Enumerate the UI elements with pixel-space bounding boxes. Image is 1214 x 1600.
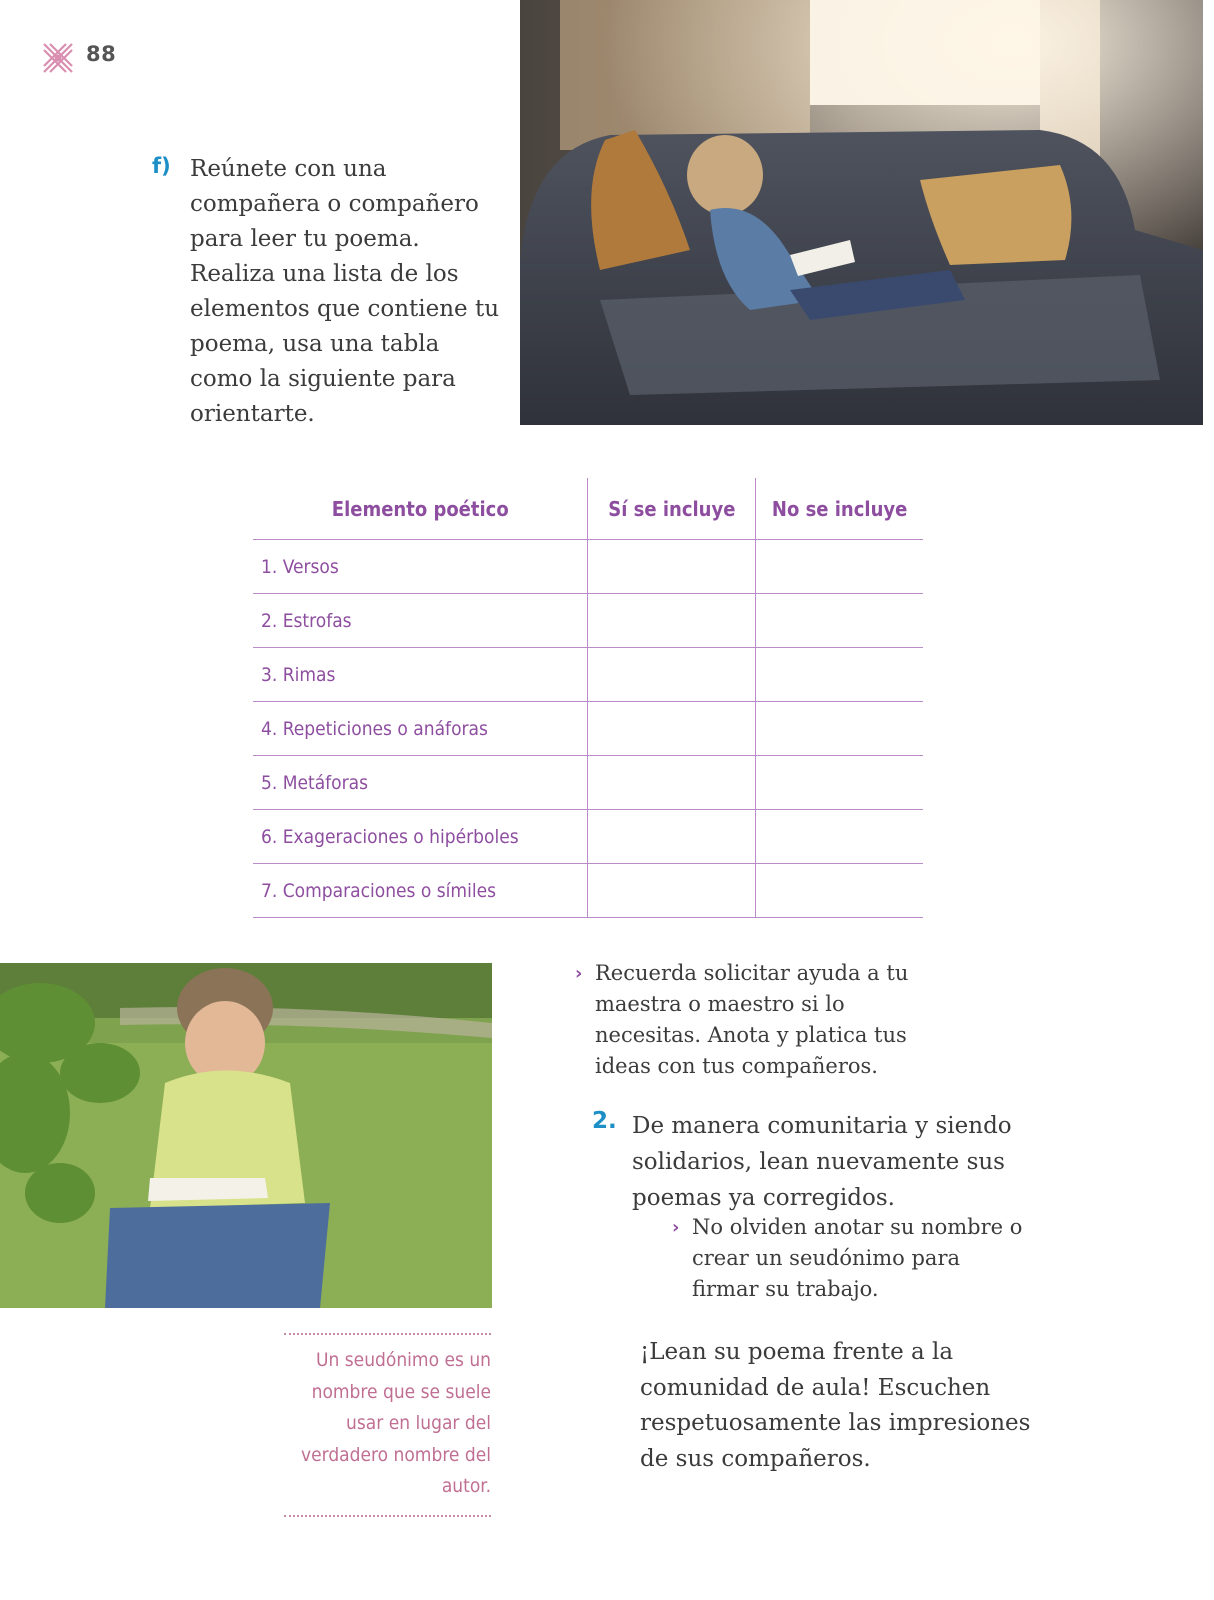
row-label: 7. Comparaciones o símiles bbox=[253, 864, 588, 918]
checkbox-cell-no[interactable] bbox=[756, 756, 923, 810]
table-row bbox=[253, 756, 923, 810]
row-label: 4. Repeticiones o anáforas bbox=[253, 702, 588, 756]
checkbox-cell-no[interactable] bbox=[756, 810, 923, 864]
checkbox-cell-si[interactable] bbox=[588, 810, 756, 864]
checkbox-cell-si[interactable] bbox=[588, 594, 756, 648]
tip-text: No olviden anotar su nombre o crear un seudónimo para firmar su trabajo. bbox=[692, 1215, 1023, 1301]
table-header-row bbox=[253, 478, 923, 540]
activity-text: De manera comunitaria y siendo solidarios, lean nuevamente sus poemas ya corregidos. bbox=[632, 1113, 1012, 1211]
chevron-bullet-icon: › bbox=[672, 1217, 680, 1238]
row-label: 1. Versos bbox=[253, 540, 588, 594]
checkbox-cell-si[interactable] bbox=[588, 540, 756, 594]
checkbox-cell-no[interactable] bbox=[756, 648, 923, 702]
activity-2 bbox=[592, 1108, 1052, 1216]
chevron-bullet-icon: › bbox=[575, 963, 583, 984]
poetic-elements-table bbox=[253, 478, 923, 918]
row-label: 6. Exageraciones o hipérboles bbox=[253, 810, 588, 864]
table-row bbox=[253, 540, 923, 594]
checkbox-cell-no[interactable] bbox=[756, 702, 923, 756]
activity-number: 2. bbox=[592, 1108, 617, 1134]
row-label: 2. Estrofas bbox=[253, 594, 588, 648]
tip-text: Recuerda solicitar ayuda a tu maestra o maestro si lo necesitas. Anota y platica tus ideas con tus compañeros. bbox=[595, 961, 909, 1078]
header-si-incluye: Sí se incluye bbox=[588, 478, 756, 540]
decorative-star-icon bbox=[40, 40, 76, 76]
checkbox-cell-si[interactable] bbox=[588, 702, 756, 756]
table-row bbox=[253, 864, 923, 918]
activity-text: Reúnete con una compañera o compañero para leer tu poema. Realiza una lista de los elementos que contiene tu poema, usa una tabla como la siguiente para orientarte. bbox=[190, 156, 500, 427]
checkbox-cell-no[interactable] bbox=[756, 594, 923, 648]
table-row bbox=[253, 648, 923, 702]
photo-boy-reading-on-grass bbox=[0, 963, 492, 1308]
row-label: 3. Rimas bbox=[253, 648, 588, 702]
checkbox-cell-no[interactable] bbox=[756, 540, 923, 594]
table-row bbox=[253, 810, 923, 864]
photo-girl-reading-on-sofa bbox=[520, 0, 1203, 425]
header-no-incluye: No se incluye bbox=[756, 478, 923, 540]
closing-paragraph: ¡Lean su poema frente a la comunidad de aula! Escuchen respetuosamente las impresiones de sus compañeros. bbox=[640, 1339, 1031, 1472]
header-elemento: Elemento poético bbox=[253, 478, 588, 540]
checkbox-cell-si[interactable] bbox=[588, 756, 756, 810]
tip-ask-help bbox=[575, 958, 935, 1082]
activity-f bbox=[152, 152, 502, 432]
checkbox-cell-si[interactable] bbox=[588, 648, 756, 702]
checkbox-cell-no[interactable] bbox=[756, 864, 923, 918]
page-number: 88 bbox=[86, 42, 117, 66]
table-row bbox=[253, 702, 923, 756]
activity-letter: f) bbox=[152, 154, 171, 178]
pseudonym-definition: Un seudónimo es un nombre que se suele usar en lugar del verdadero nombre del autor. bbox=[284, 1333, 491, 1517]
tip-sign-name bbox=[672, 1212, 1032, 1305]
row-label: 5. Metáforas bbox=[253, 756, 588, 810]
table-row bbox=[253, 594, 923, 648]
checkbox-cell-si[interactable] bbox=[588, 864, 756, 918]
